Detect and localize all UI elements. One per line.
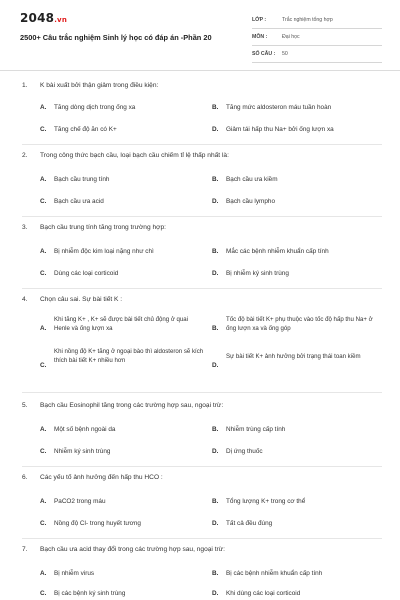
- option-text: Bị nhiễm virus: [54, 570, 95, 577]
- question-text: Trong công thức bạch cầu, loại bạch cầu chiếm tỉ lệ thấp nhất là:: [40, 152, 229, 159]
- question-text: Các yếu tố ảnh hưởng đến hấp thu HCO :: [40, 474, 163, 481]
- option-letter: D.: [212, 448, 219, 455]
- option-letter: C.: [40, 448, 47, 455]
- question-number: 1.: [22, 82, 28, 89]
- option-b[interactable]: [212, 569, 382, 578]
- question-stem: [22, 224, 166, 231]
- question-stem: [22, 546, 225, 553]
- meta-count-value: 50: [282, 51, 288, 57]
- option-text: Mắc các bệnh nhiễm khuẩn cấp tính: [226, 248, 329, 255]
- option-letter: D.: [212, 270, 219, 277]
- option-b[interactable]: [212, 175, 382, 184]
- option-letter: B.: [212, 325, 219, 333]
- option-a[interactable]: [40, 247, 200, 256]
- question-text: Bạch cầu trung tính tăng trong trường hợp:: [40, 224, 166, 231]
- question-divider: [22, 392, 382, 393]
- option-a[interactable]: [40, 316, 205, 342]
- option-text: Khi dùng các loại corticoid: [226, 590, 301, 597]
- question-divider: [22, 288, 382, 289]
- question-text: K bài xuất bởi thận giảm trong điều kiện:: [40, 82, 159, 89]
- option-letter: B.: [212, 248, 219, 255]
- option-letter: B.: [212, 176, 219, 183]
- option-letter: C.: [40, 198, 47, 205]
- option-text: Nồng độ Cl- trong huyết tương: [54, 520, 141, 527]
- option-text: Tổng lượng K+ trong cơ thể: [226, 498, 306, 505]
- option-c[interactable]: [40, 197, 200, 206]
- option-c[interactable]: [40, 519, 200, 528]
- question-number: 7.: [22, 546, 28, 553]
- question-stem: [22, 152, 229, 159]
- option-text: PaCO2 trong máu: [54, 498, 106, 505]
- option-a[interactable]: [40, 497, 200, 506]
- option-b[interactable]: [212, 497, 382, 506]
- meta-info-box: [252, 12, 382, 63]
- option-d[interactable]: [212, 125, 382, 134]
- header-divider: [0, 70, 400, 71]
- option-letter: A.: [40, 570, 47, 577]
- meta-count-label: SỐ CÂU :: [252, 51, 276, 57]
- option-text: Bạch cầu ưa acid: [54, 198, 104, 205]
- option-d[interactable]: [212, 447, 382, 456]
- option-a[interactable]: [40, 103, 200, 112]
- question-text: Bạch cầu ưa acid thay đổi trong các trường hợp sau, ngoại trừ:: [40, 546, 226, 553]
- option-letter: C.: [40, 362, 47, 370]
- option-text: Tốc độ bài tiết K+ phụ thuộc vào tốc độ hấp thu Na+ ở ống lượn xa và ống góp: [226, 316, 373, 332]
- document-title: 2500+ Câu trắc nghiệm Sinh lý học có đáp án -Phần 20: [20, 33, 212, 42]
- option-d[interactable]: [212, 519, 382, 528]
- option-text: Giảm tái hấp thu Na+ bởi ống lượn xa: [226, 126, 334, 133]
- meta-subject-value: Đại học: [282, 34, 300, 40]
- option-letter: A.: [40, 248, 47, 255]
- option-text: Tăng mức aldosteron máu tuần hoàn: [226, 104, 332, 111]
- option-letter: D.: [212, 362, 219, 370]
- site-logo[interactable]: [20, 11, 67, 25]
- option-letter: D.: [212, 198, 219, 205]
- logo-text: 2048: [20, 11, 55, 25]
- option-text: Sự bài tiết K+ ảnh hưởng bởi trạng thái toan kiềm: [226, 353, 361, 360]
- option-text: Bị nhiễm ký sinh trùng: [226, 270, 289, 277]
- option-text: Tăng chế độ ăn có K+: [54, 126, 117, 133]
- option-text: Khi tăng K+ , K+ sẽ được bài tiết chủ động ở quai Henle và ống lượn xa: [54, 316, 189, 332]
- question-divider: [22, 538, 382, 539]
- meta-row-count: [252, 46, 382, 63]
- option-text: Khi nồng độ K+ tăng ở ngoại bào thì aldosteron sẽ kích thích bài tiết K+ nhiều hơn: [54, 348, 204, 364]
- option-text: Một số bệnh ngoài da: [54, 426, 116, 433]
- option-text: Dùng các loại corticoid: [54, 270, 119, 277]
- meta-class-label: LỚP :: [252, 17, 267, 23]
- option-letter: C.: [40, 270, 47, 277]
- option-letter: B.: [212, 426, 219, 433]
- option-d[interactable]: [212, 589, 382, 598]
- option-c[interactable]: [40, 348, 205, 384]
- option-d[interactable]: [212, 269, 382, 278]
- option-letter: C.: [40, 126, 47, 133]
- option-d[interactable]: [212, 197, 382, 206]
- option-text: Bạch cầu trung tính: [54, 176, 110, 183]
- option-d[interactable]: [212, 353, 384, 379]
- option-c[interactable]: [40, 125, 200, 134]
- option-text: Bị các bệnh ký sinh trùng: [54, 590, 126, 597]
- option-c[interactable]: [40, 269, 200, 278]
- meta-class-value: Trắc nghiệm tổng hợp: [282, 17, 333, 23]
- option-letter: B.: [212, 570, 219, 577]
- option-letter: C.: [40, 520, 47, 527]
- option-letter: A.: [40, 426, 47, 433]
- option-a[interactable]: [40, 175, 200, 184]
- option-text: Dị ứng thuốc: [226, 448, 263, 455]
- option-letter: A.: [40, 498, 47, 505]
- option-a[interactable]: [40, 569, 200, 578]
- document-header: [0, 0, 400, 70]
- option-letter: A.: [40, 325, 47, 333]
- option-text: Nhiễm ký sinh trùng: [54, 448, 111, 455]
- option-letter: D.: [212, 126, 219, 133]
- question-stem: [22, 474, 163, 481]
- question-text: Bạch cầu Eosinophil tăng trong các trường hợp sau, ngoại trừ:: [40, 402, 224, 409]
- option-text: Tất cả đều đúng: [226, 520, 273, 527]
- option-text: Nhiễm trùng cấp tính: [226, 426, 286, 433]
- logo-suffix: .vn: [54, 16, 68, 24]
- option-c[interactable]: [40, 589, 200, 598]
- question-number: 4.: [22, 296, 28, 303]
- meta-row-class: [252, 12, 382, 29]
- option-text: Bị nhiễm độc kim loại nặng như chì: [54, 248, 154, 255]
- option-text: Bị các bệnh nhiễm khuẩn cấp tính: [226, 570, 323, 577]
- question-number: 2.: [22, 152, 28, 159]
- meta-row-subject: [252, 29, 382, 46]
- question-stem: [22, 82, 158, 89]
- option-text: Tăng dòng dịch trong ống xa: [54, 104, 136, 111]
- option-b[interactable]: [212, 425, 382, 434]
- meta-subject-label: MÔN :: [252, 34, 268, 40]
- question-number: 3.: [22, 224, 28, 231]
- question-divider: [22, 144, 382, 145]
- question-stem: [22, 296, 122, 303]
- option-letter: A.: [40, 176, 47, 183]
- option-b[interactable]: [212, 103, 382, 112]
- option-text: Bạch cầu lympho: [226, 198, 276, 205]
- question-stem: [22, 402, 223, 409]
- option-c[interactable]: [40, 447, 200, 456]
- option-letter: B.: [212, 498, 219, 505]
- option-letter: C.: [40, 590, 47, 597]
- question-divider: [22, 216, 382, 217]
- question-number: 6.: [22, 474, 28, 481]
- question-text: Chọn câu sai. Sự bài tiết K :: [40, 296, 123, 303]
- option-a[interactable]: [40, 425, 200, 434]
- option-letter: D.: [212, 520, 219, 527]
- option-b[interactable]: [212, 316, 384, 342]
- question-number: 5.: [22, 402, 28, 409]
- option-text: Bạch cầu ưa kiềm: [226, 176, 278, 183]
- option-b[interactable]: [212, 247, 382, 256]
- option-letter: A.: [40, 104, 47, 111]
- option-letter: D.: [212, 590, 219, 597]
- question-divider: [22, 466, 382, 467]
- option-letter: B.: [212, 104, 219, 111]
